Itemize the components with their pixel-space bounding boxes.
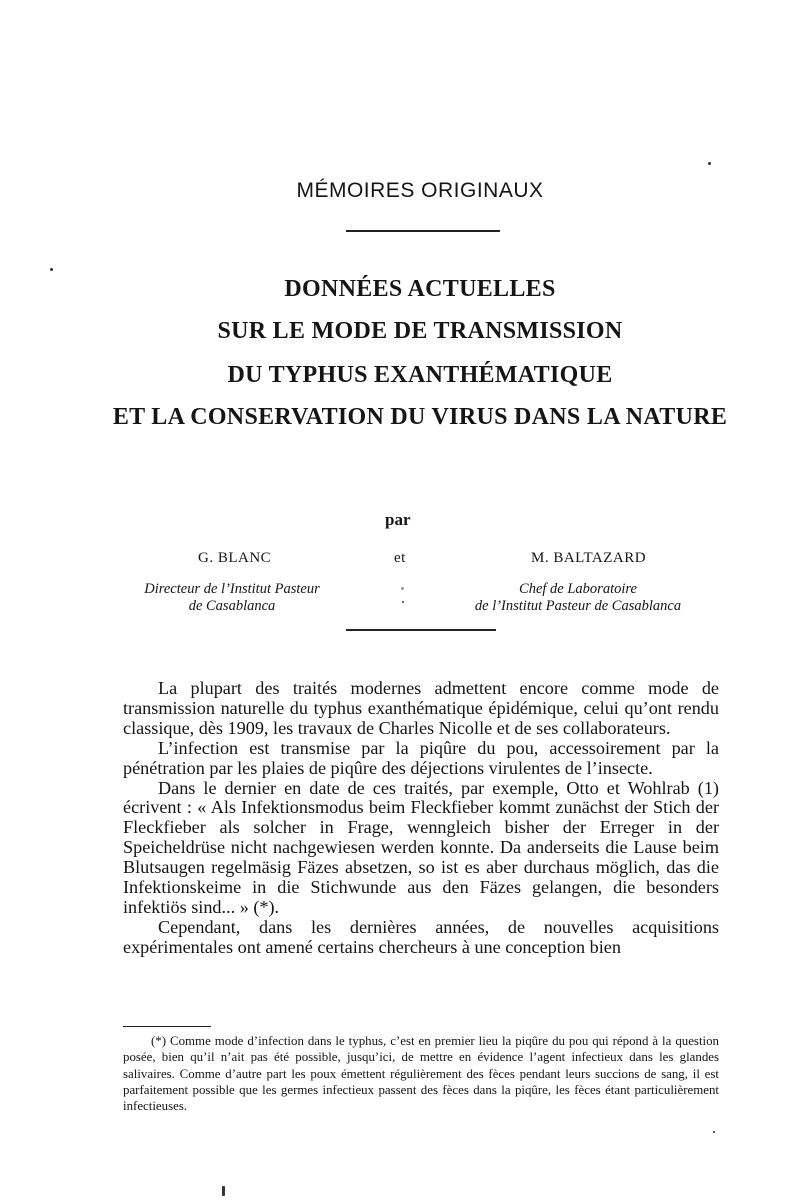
print-speck [222,1186,225,1196]
author-affiliation-baltazard [438,581,718,615]
title-divider-top [346,230,500,232]
article-title-line-3: DU TYPHUS EXANTHÉMATIQUE [227,362,613,388]
print-speck [713,1131,715,1133]
print-speck [50,268,53,271]
author-affiliation-blanc [117,581,347,615]
footnote-separator [123,1026,211,1027]
footnote-text: (*) Comme mode d’infection dans le typhus, c’est en premier lieu la piqûre du pou qui répond à la question posée, bien qu’il n’ait pas été possible, jusqu’ici, de mettre en évidence l’agent infectieux dans les glandes salivaires. Comme d’autre part les poux émettent régulièrement des fèces pendant leurs succions de sang, il est parfaitement possible que les germes infectieux passent des fèces dans la piqûre, les fèces étant particulièrement infectieuses. [123,1034,719,1114]
article-title-line-1: DONNÉES ACTUELLES [284,276,556,302]
body-paragraph: La plupart des traités modernes admettent encore comme mode de transmission naturelle du typhus exanthématique épidémique, celui qu’ont rendu classique, dès 1909, les travaux de Charles Nicolle et de ses collaborateurs. [123,678,719,738]
affiliation-line: Chef de Laboratoire [519,581,637,597]
affiliation-line: de l’Institut Pasteur de Casablanca [474,598,682,614]
section-title: MÉMOIRES ORIGINAUX [296,179,544,202]
body-paragraph: L’infection est transmise par la piqûre du pou, accessoirement par la pénétration par les plaies de piqûre des déjections virulentes de l’insecte. [123,737,719,778]
affiliation-line: Directeur de l’Institut Pasteur [144,581,320,597]
author-conjunction: et [394,550,406,566]
print-speck [708,162,711,165]
article-body [123,679,719,958]
author-name-baltazard: M. BALTAZARD [531,550,647,566]
byline-par: par [385,510,411,529]
footnote [123,1033,719,1114]
print-speck [401,587,404,590]
article-title-line-2: SUR LE MODE DE TRANSMISSION [217,318,623,344]
body-paragraph: Dans le dernier en date de ces traités, par exemple, Otto et Wohlrab (1) écrivent : « Als Infektionsmodus beim Fleckfieber kommt zunächst der Stich der Fleckfieber als solcher in Frage, wenngleich bisher der Erreger in der Speicheldrüse nicht nachgewiesen werden konnte. Da anderseits die Lause beim Blutsaugen regelmäsig Fäzes absetzen, so ist es aber durchaus möglich, das die Infektionskeime in die Stichwunde aus den Fäzes gelangen, die besonders infektiös sind... » (*). [123,777,719,917]
article-title-line-4: ET LA CONSERVATION DU VIRUS DANS LA NATURE [112,404,728,430]
body-paragraph: Cependant, dans les dernières années, de nouvelles acquisitions expérimentales ont amené certains chercheurs à une conception bien [123,916,719,957]
author-name-blanc: G. BLANC [198,550,272,566]
author-divider [346,629,496,631]
print-speck [402,601,404,603]
affiliation-line: de Casablanca [188,598,276,614]
